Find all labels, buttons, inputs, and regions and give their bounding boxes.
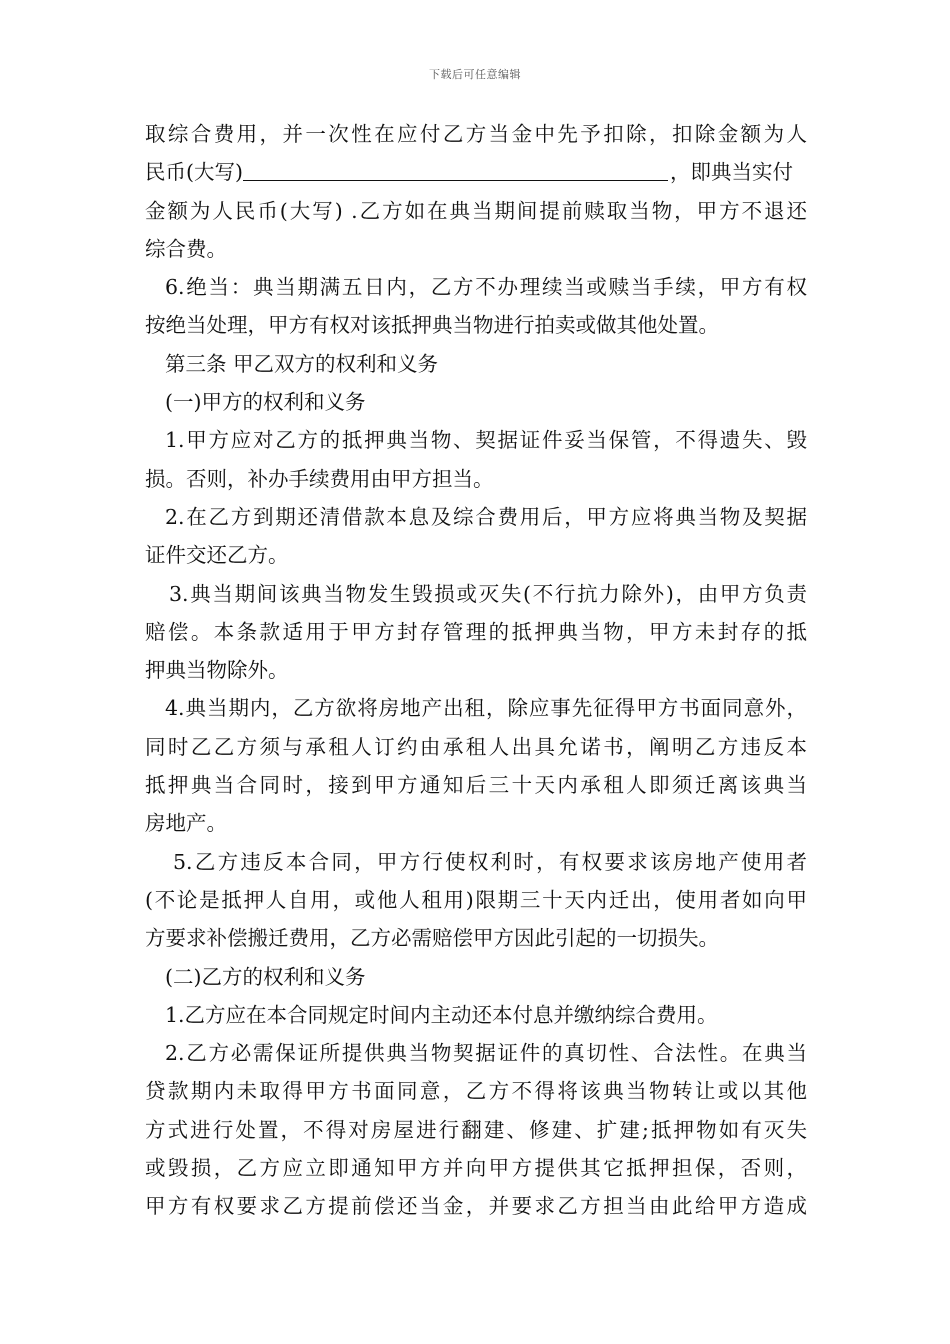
clause-line: 5.乙方违反本合同，甲方行使权利时，有权要求该房地产使用者 [173,849,807,874]
text-line: 贷款期内未取得甲方书面同意，乙方不得将该典当物转让或以其他 [145,1079,807,1104]
subsection-heading: (二)乙方的权利和义务 [165,964,366,989]
document-body [145,115,807,1226]
text-line: 同时乙乙方须与承租人订约由承租人出具允诺书，阐明乙方违反本 [145,734,807,759]
clause-line: 3.典当期间该典当物发生毁损或灭失(不行抗力除外)，由甲方负责 [169,581,807,606]
text-line: 证件交还乙方。 [145,543,289,568]
text-line: 方要求补偿搬迁费用，乙方必需赔偿甲方因此引起的一切损失。 [145,926,719,951]
clause-line: 2.在乙方到期还清借款本息及综合费用后，甲方应将典当物及契据 [165,504,807,529]
text-line: (不论是抵押人自用，或他人租用)限期三十天内迁出，使用者如向甲 [145,887,807,912]
text-line-with-blank [145,153,807,191]
text-line: 赔偿。本条款适用于甲方封存管理的抵押典当物，甲方未封存的抵 [145,619,807,644]
text-line: 损。否则，补办手续费用由甲方担当。 [145,466,494,491]
subsection-heading: (一)甲方的权利和义务 [165,390,366,415]
text-line: 押典当物除外。 [145,658,289,683]
section-heading: 第三条 甲乙双方的权利和义务 [165,351,439,376]
text-line: 抵押典当合同时，接到甲方通知后三十天内承租人即须迁离该典当 [145,773,807,798]
text-fragment: ，即典当实付 [670,160,793,185]
text-line: 综合费。 [145,236,227,261]
page-header-note: 下载后可任意编辑 [429,68,521,81]
text-line: 按绝当处理，甲方有权对该抵押典当物进行拍卖或做其他处置。 [145,313,719,338]
clause-line: 4.典当期内，乙方欲将房地产出租，除应事先征得甲方书面同意外， [165,696,807,721]
fill-in-blank [243,158,668,181]
clause-line: 2.乙方必需保证所提供典当物契据证件的真切性、合法性。在典当 [165,1041,807,1066]
clause-line: 1.甲方应对乙方的抵押典当物、契据证件妥当保管，不得遗失、毁 [165,428,807,453]
clause-line: 6.绝当：典当期满五日内，乙方不办理续当或赎当手续，甲方有权 [165,275,807,300]
text-line: 或毁损，乙方应立即通知甲方并向甲方提供其它抵押担保，否则， [145,1156,807,1181]
text-fragment: 民币(大写) [145,160,243,185]
clause-line: 1.乙方应在本合同规定时间内主动还本付息并缴纳综合费用。 [165,1002,718,1027]
text-line: 金额为人民币(大写) .乙方如在典当期间提前赎取当物，甲方不退还 [145,198,807,223]
text-line: 取综合费用，并一次性在应付乙方当金中先予扣除，扣除金额为人 [145,122,807,146]
text-line: 房地产。 [145,811,227,836]
text-line: 方式进行处置，不得对房屋进行翻建、修建、扩建;抵押物如有灭失 [145,1117,807,1142]
text-line: 甲方有权要求乙方提前偿还当金，并要求乙方担当由此给甲方造成 [145,1194,807,1219]
